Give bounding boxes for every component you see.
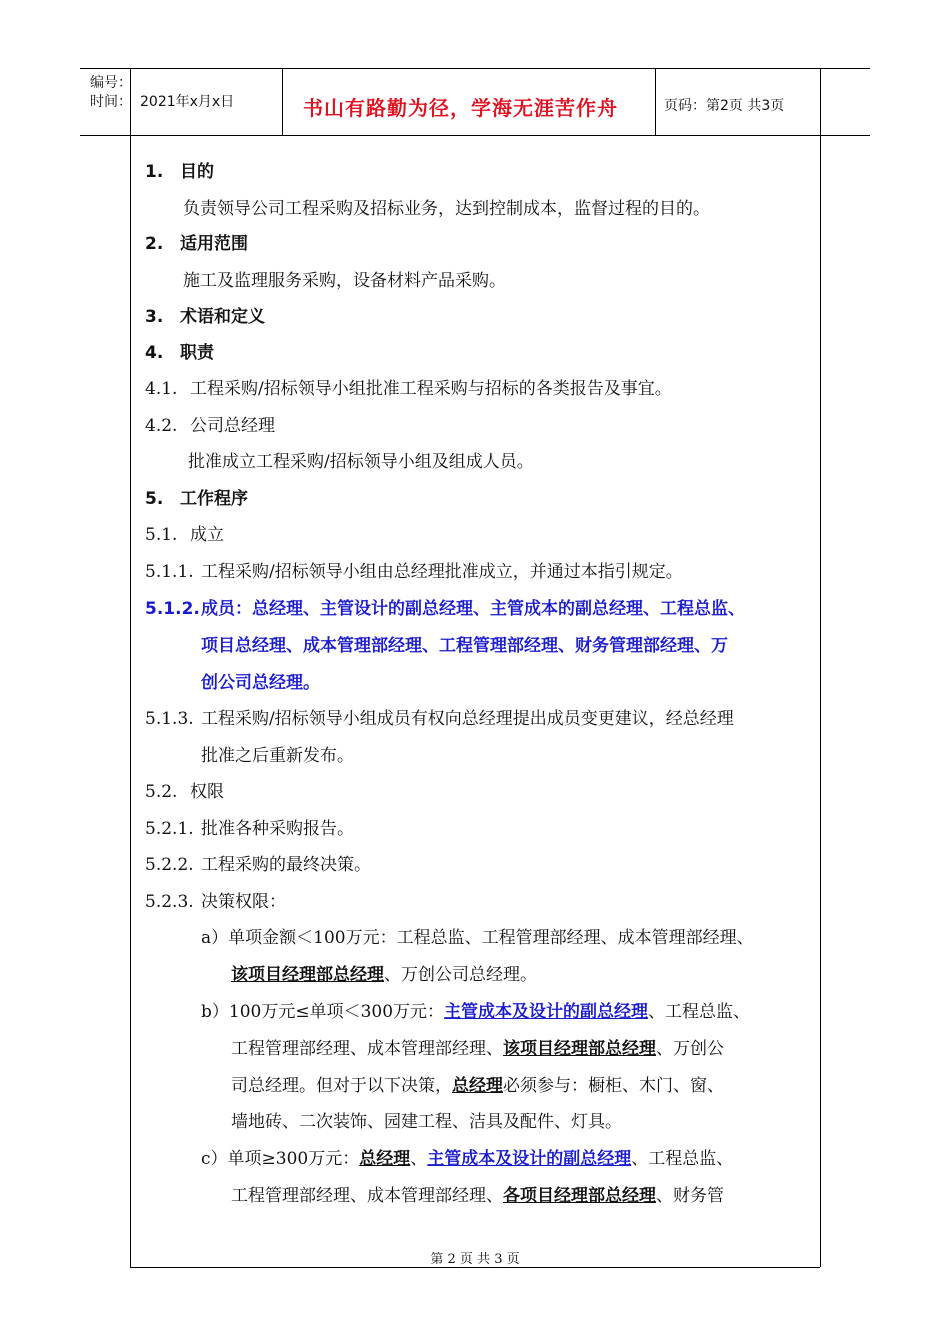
underlined-role: 总经理: [452, 1076, 503, 1096]
item-text: 工程管理部经理、成本管理部经理、该项目经理部总经理、万创公: [231, 1039, 724, 1059]
header-bottom-border: [80, 135, 870, 136]
item-text-rest: 、万创公司总经理。: [384, 965, 537, 985]
section-number: 4.: [145, 343, 164, 363]
item-text: a）单项金额＜100万元：工程总监、工程管理部经理、成本管理部经理、: [201, 928, 754, 948]
header-top-border: [80, 68, 870, 69]
underlined-role: 主管成本及设计的副总经理: [444, 1002, 649, 1022]
body-bottom-border: [130, 1267, 820, 1268]
time-label: 时间：: [90, 94, 132, 110]
clause-text: 成立: [190, 525, 224, 545]
section-title: 职责: [180, 343, 214, 363]
clause-text: 成员：总经理、主管设计的副总经理、主管成本的副总经理、工程总监、: [201, 599, 745, 619]
clause-text: 公司总经理: [190, 416, 275, 436]
header-divider-4: [820, 68, 821, 135]
clause-text: 权限: [190, 782, 224, 802]
clause-number: 5.1.3.: [145, 709, 194, 729]
section-title: 术语和定义: [180, 307, 265, 327]
clause-number: 5.1.1.: [145, 562, 194, 582]
section-number: 1.: [145, 162, 164, 182]
clause-text: 工程采购/招标领导小组成员有权向总经理提出成员变更建议，经总经理: [201, 709, 734, 729]
clause-text: 项目总经理、成本管理部经理、工程管理部经理、财务管理部经理、万: [201, 636, 728, 656]
paragraph: 施工及监理服务采购，设备材料产品采购。: [183, 271, 506, 291]
code-label: 编号：: [90, 75, 132, 91]
underlined-role: 该项目经理部总经理: [231, 965, 384, 985]
item-text: [231, 965, 537, 985]
clause-number: 5.2.: [145, 782, 178, 802]
header-motto: 书山有路勤为径，学海无涯苦作舟: [303, 96, 618, 120]
section-number: 5.: [145, 489, 164, 509]
item-text: 工程管理部经理、成本管理部经理、各项目经理部总经理、财务管: [231, 1186, 724, 1206]
section-title: 目的: [180, 162, 214, 182]
underlined-role: 主管成本及设计的副总经理: [427, 1149, 632, 1169]
clause-number: 5.2.1.: [145, 819, 194, 839]
clause-number: 5.1.2.: [145, 599, 200, 619]
section-title: 适用范围: [180, 234, 248, 254]
section-title: 工作程序: [180, 489, 248, 509]
body-left-border: [130, 135, 131, 1267]
clause-text: 工程采购/招标领导小组批准工程采购与招标的各类报告及事宜。: [190, 379, 672, 399]
paragraph: 负责领导公司工程采购及招标业务，达到控制成本，监督过程的目的。: [183, 199, 710, 219]
paragraph: 批准成立工程采购/招标领导小组及组成人员。: [188, 452, 534, 472]
header-divider-2: [282, 68, 283, 135]
clause-text: 批准各种采购报告。: [201, 819, 354, 839]
section-number: 3.: [145, 307, 164, 327]
item-text: 司总经理。但对于以下决策，总经理必须参与：橱柜、木门、窗、: [231, 1076, 724, 1096]
header-divider-3: [655, 68, 656, 135]
body-right-border: [820, 135, 821, 1267]
item-text: c）单项≥300万元：总经理、主管成本及设计的副总经理、工程总监、: [201, 1149, 734, 1169]
clause-text: 工程采购的最终决策。: [201, 855, 371, 875]
clause-number: 4.1.: [145, 379, 178, 399]
clause-number: 5.2.3.: [145, 892, 194, 912]
clause-number: 5.2.2.: [145, 855, 194, 875]
clause-number: 4.2.: [145, 416, 178, 436]
document-date: 2021年x月x日: [140, 94, 235, 110]
clause-text: 工程采购/招标领导小组由总经理批准成立，并通过本指引规定。: [201, 562, 683, 582]
underlined-role: 该项目经理部总经理: [503, 1039, 656, 1059]
section-number: 2.: [145, 234, 164, 254]
clause-text: 创公司总经理。: [201, 673, 320, 693]
page-footer: 第 2 页 共 3 页: [430, 1252, 520, 1267]
item-text: 墙地砖、二次装饰、园建工程、洁具及配件、灯具。: [231, 1112, 622, 1132]
underlined-role: 总经理: [359, 1149, 411, 1169]
clause-text: 决策权限：: [201, 892, 286, 912]
underlined-role: 各项目经理部总经理: [503, 1186, 656, 1206]
item-text: b）100万元≤单项＜300万元：主管成本及设计的副总经理、工程总监、: [201, 1002, 751, 1022]
page-indicator: 页码：第2页 共3页: [664, 98, 785, 114]
clause-text: 批准之后重新发布。: [201, 746, 354, 766]
clause-number: 5.1.: [145, 525, 178, 545]
